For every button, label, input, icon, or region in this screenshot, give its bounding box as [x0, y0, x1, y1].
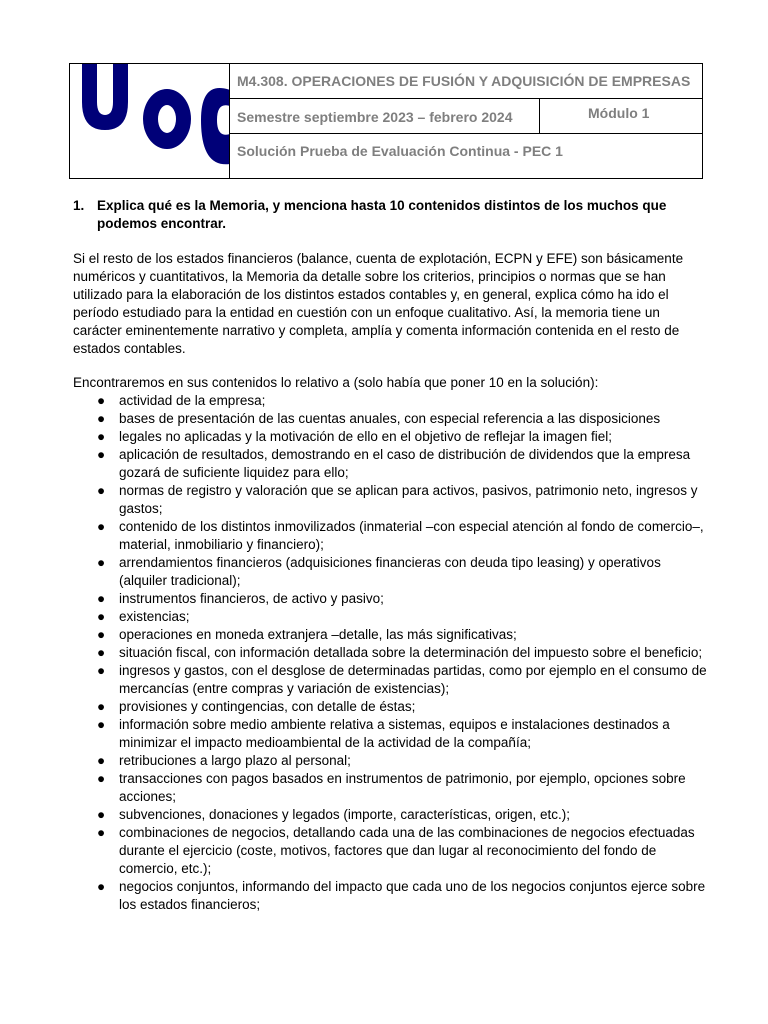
bullet-icon: ●: [97, 771, 106, 786]
list-item-text: provisiones y contingencias, con detalle de éstas;: [119, 699, 416, 714]
list-item-text: arrendamientos financieros (adquisiciones financieras con deuda tipo leasing) y operativos (alquiler tradicional);: [119, 555, 661, 588]
list-item: [73, 806, 709, 824]
list-item: [73, 716, 709, 752]
bullet-icon: ●: [97, 555, 106, 570]
list-item: [73, 698, 709, 716]
bullet-icon: ●: [97, 825, 106, 840]
list-item: [73, 428, 709, 446]
list-item-text: retribuciones a largo plazo al personal;: [119, 753, 351, 768]
bullet-icon: ●: [97, 519, 106, 534]
list-item: [73, 392, 709, 410]
bullet-icon: ●: [97, 393, 106, 408]
list-item-text: normas de registro y valoración que se aplican para activos, pasivos, patrimonio neto, ingresos y gastos;: [119, 483, 698, 516]
bullet-icon: ●: [97, 591, 106, 606]
document-body: [73, 197, 709, 914]
list-item-text: legales no aplicadas y la motivación de ello en el objetivo de reflejar la imagen fiel;: [119, 429, 613, 444]
list-item-text: actividad de la empresa;: [119, 393, 266, 408]
list-item-text: operaciones en moneda extranjera –detalle, las más significativas;: [119, 627, 517, 642]
module-label: Módulo 1: [588, 105, 650, 121]
list-item: [73, 770, 709, 806]
list-item: [73, 482, 709, 518]
bullet-icon: ●: [97, 645, 106, 660]
bullet-icon: ●: [97, 627, 106, 642]
bullet-icon: ●: [97, 609, 106, 624]
list-item: [73, 590, 709, 608]
bullet-icon: ●: [97, 663, 106, 678]
list-item-text: aplicación de resultados, demostrando en el caso de distribución de dividendos que la empresa gozará de suficiente liquidez para ello;: [119, 447, 691, 480]
bullet-icon: ●: [97, 699, 106, 714]
uoc-logo: [70, 64, 230, 178]
bullet-icon: ●: [97, 879, 106, 894]
list-item-text: existencias;: [119, 609, 190, 624]
paragraph-list-intro: Encontraremos en sus contenidos lo relativo a (solo había que poner 10 en la solución):: [73, 375, 599, 390]
uoc-logo-graphic: [70, 64, 230, 178]
module-cell: [539, 99, 702, 133]
question-1: [73, 197, 709, 233]
list-item-text: subvenciones, donaciones y legados (importe, características, origen, etc.);: [119, 807, 570, 822]
list-item: [73, 518, 709, 554]
bullet-icon: ●: [97, 753, 106, 768]
list-item: [73, 662, 709, 698]
list-item-text: negocios conjuntos, informando del impacto que cada uno de los negocios conjuntos ejerce sobre los estados financieros;: [119, 879, 706, 912]
list-item: [73, 608, 709, 626]
bullet-icon: ●: [97, 429, 106, 444]
bullet-icon: ●: [97, 483, 106, 498]
semester-label: Semestre septiembre 2023 – febrero 2024: [237, 109, 513, 125]
list-item: [73, 446, 709, 482]
course-title: M4.308. OPERACIONES DE FUSIÓN Y ADQUISICIÓN DE EMPRESAS: [237, 73, 691, 89]
list-item-text: instrumentos financieros, de activo y pasivo;: [119, 591, 384, 606]
document-subtitle: Solución Prueba de Evaluación Continua - PEC 1: [237, 143, 563, 159]
list-item: [73, 644, 709, 662]
bullet-icon: ●: [97, 717, 106, 732]
bullet-icon: ●: [97, 447, 106, 462]
list-item-text: ingresos y gastos, con el desglose de determinadas partidas, como por ejemplo en el consumo de mercancías (entre compras y variación de existencias);: [119, 663, 707, 696]
bullet-icon: ●: [97, 411, 106, 426]
header-row-semester: [230, 99, 702, 134]
list-item-text: transacciones con pagos basados en instrumentos de patrimonio, por ejemplo, opciones sobre acciones;: [119, 771, 686, 804]
list-item: [73, 554, 709, 590]
header-row-subtitle: [230, 134, 702, 178]
list-item-text: información sobre medio ambiente relativa a sistemas, equipos e instalaciones destinados a minimizar el impacto medioambiental de la actividad de la compañía;: [119, 717, 670, 750]
header-table: [69, 63, 703, 179]
list-item-text: bases de presentación de las cuentas anuales, con especial referencia a las disposiciones: [119, 411, 661, 426]
list-item: [73, 410, 709, 428]
bullet-icon: ●: [97, 807, 106, 822]
list-item: [73, 878, 709, 914]
question-number: 1.: [73, 198, 85, 213]
header-row-title: [230, 64, 702, 99]
list-item-text: combinaciones de negocios, detallando cada una de las combinaciones de negocios efectuadas durante el ejercicio (coste, motivos, factores que dan lugar al reconocimiento del fondo de comercio, etc.);: [119, 825, 695, 876]
paragraph-intro: Si el resto de los estados financieros (balance, cuenta de explotación, ECPN y EFE) son básicamente numéricos y cuantitativos, la Memoria da detalle sobre los criterios, principios o normas que se han utilizado para la elaboración de los distintos estados contables y, en general, explica cómo ha ido el período estudiado para la entidad en cuestión con un enfoque cualitativo. Así, la memoria tiene un carácter eminentemente narrativo y completa, amplía y comenta información contenida en el resto de estados contables.: [73, 251, 684, 356]
list-item-text: situación fiscal, con información detallada sobre la determinación del impuesto sobre el beneficio;: [119, 645, 703, 660]
list-item: [73, 824, 709, 878]
list-item: [73, 752, 709, 770]
question-text: Explica qué es la Memoria, y menciona hasta 10 contenidos distintos de los muchos que podemos encontrar.: [97, 198, 667, 231]
list-item: [73, 626, 709, 644]
list-item-text: contenido de los distintos inmovilizados (inmaterial –con especial atención al fondo de comercio–, material, inmobiliario y financiero);: [119, 519, 704, 552]
contents-list: [73, 392, 709, 914]
